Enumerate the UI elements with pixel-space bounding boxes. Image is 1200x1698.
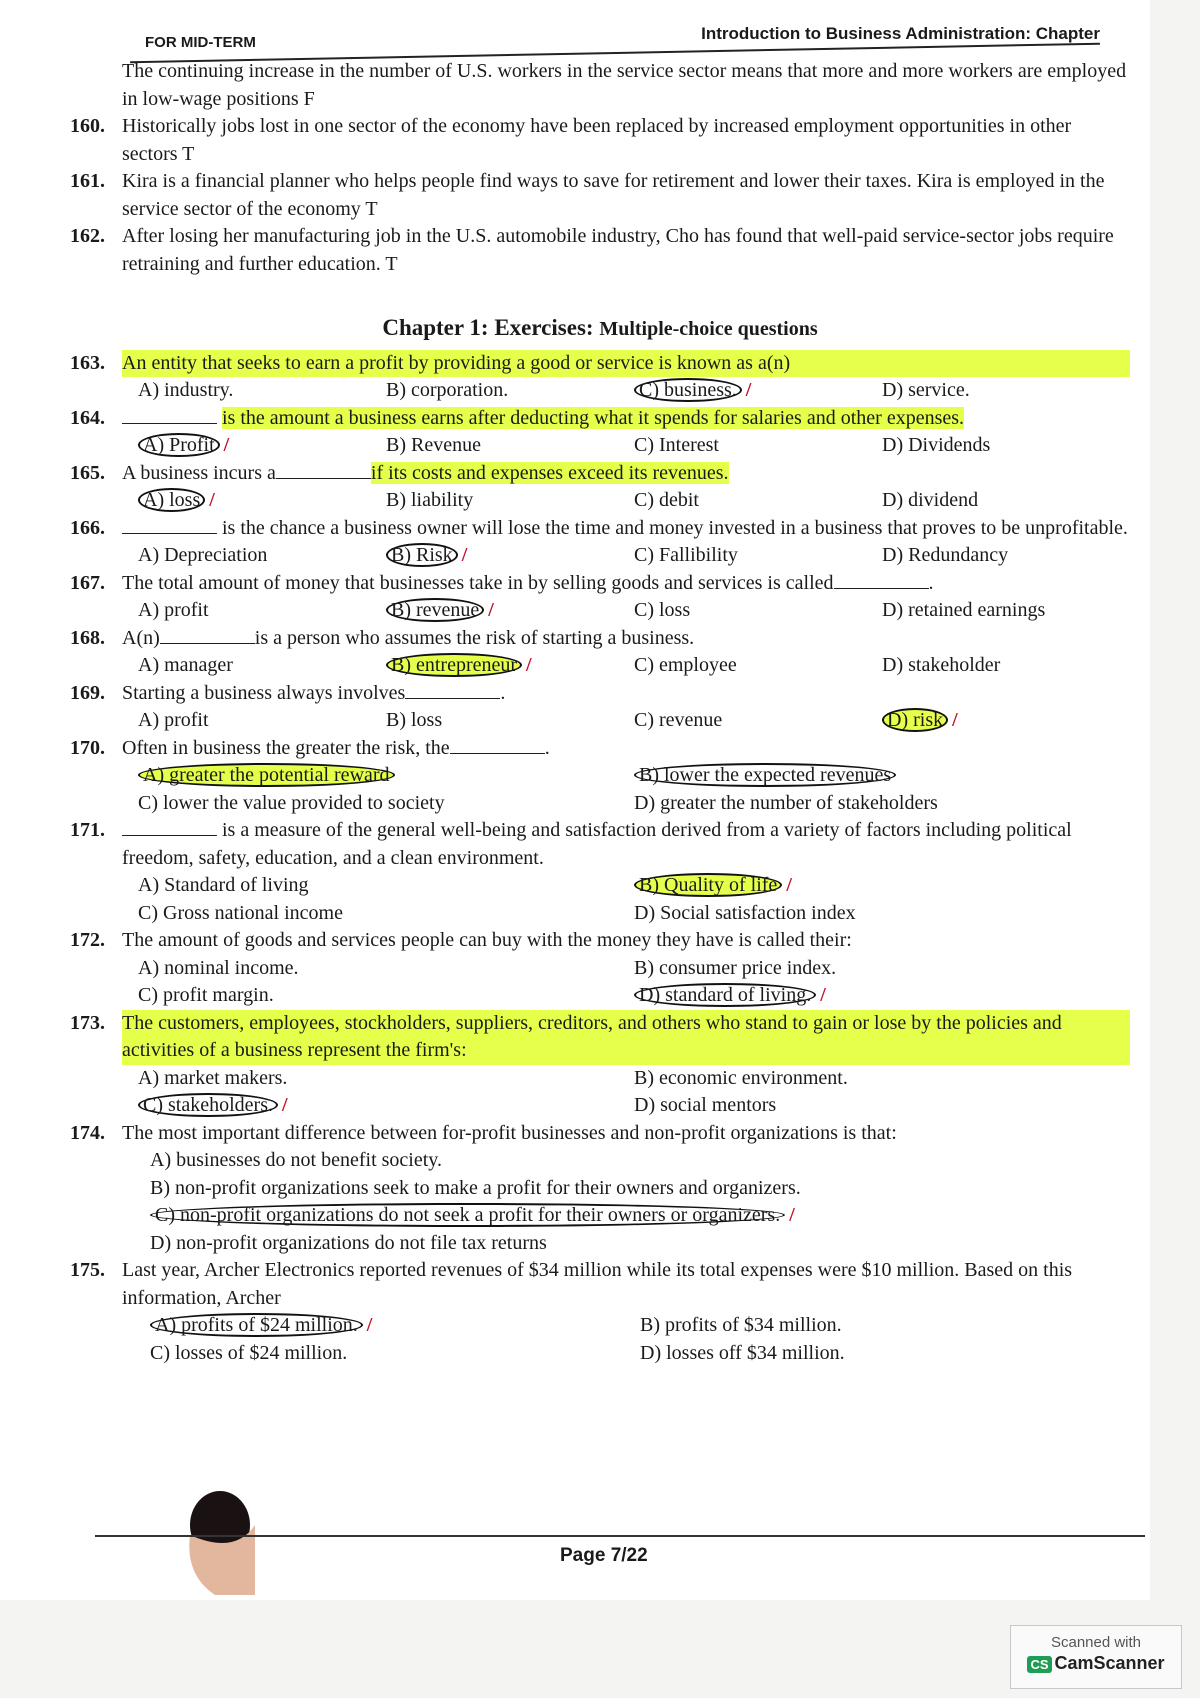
option-b: B) profits of $34 million.: [640, 1314, 842, 1336]
question-text: Often in business the greater the risk, the: [122, 736, 450, 759]
question-165: 165. A business incurs a if its costs and expenses exceed its revenues.: [70, 461, 729, 484]
options-175: [70, 1312, 1130, 1367]
options-167: [70, 597, 1130, 625]
check-mark-icon: /: [366, 1314, 373, 1336]
option-b: B) economic environment.: [634, 1066, 848, 1089]
answer-blank: [450, 735, 545, 754]
option-a: A) Depreciation: [138, 544, 268, 566]
answer-blank: [122, 405, 217, 424]
check-mark-icon: /: [745, 379, 752, 401]
question-163: 163. An entity that seeks to earn a profit by providing a good or service is known as a(n): [70, 350, 1130, 378]
option-d: D) stakeholder: [882, 654, 1001, 676]
question-text-start: A(n): [122, 626, 160, 649]
page-content: [70, 58, 1130, 1367]
page-number: Page 7/22: [560, 1545, 648, 1566]
list-item: [70, 58, 1130, 113]
question-text-start: A business incurs a: [122, 461, 276, 484]
check-mark-icon: /: [488, 599, 494, 621]
question-172: 172. The amount of goods and services people can buy with the money they have is called their:: [70, 927, 1130, 955]
options-163: [70, 377, 1130, 405]
option-d: D) Dividends: [882, 434, 991, 456]
question-text: Last year, Archer Electronics reported revenues of $34 million while its total expenses were $10 million. Based on this information, Archer: [122, 1259, 1073, 1309]
option-d: D) greater the number of stakeholders: [634, 791, 938, 814]
options-171: [70, 872, 1130, 927]
check-mark-icon: /: [526, 654, 532, 676]
answer-blank: [122, 515, 217, 534]
answer-blank: [122, 817, 217, 836]
option-b: B) non-profit organizations seek to make a profit for their owners and organizers.: [150, 1176, 801, 1199]
options-170: [70, 762, 1130, 817]
list-item: 160. Historically jobs lost in one sector of the economy have been replaced by increased employment opportunities in other sectors T: [70, 113, 1130, 168]
item-text: Kira is a financial planner who helps people find ways to save for retirement and lower their taxes. Kira is employed in the service sector of the economy T: [122, 170, 1105, 220]
option-a: A) Standard of living: [138, 874, 309, 896]
option-c: C) profit margin.: [138, 984, 274, 1006]
chapter-title: Chapter 1: Exercises:: [382, 315, 594, 340]
option-a-selected: A) greater the potential reward: [138, 762, 634, 790]
option-c-selected: C) business. /: [634, 377, 882, 405]
watermark-line1: Scanned with: [1050, 1634, 1142, 1651]
option-a: A) industry.: [138, 379, 234, 401]
item-text: Historically jobs lost in one sector of the economy have been replaced by increased employment opportunities in other sectors T: [122, 115, 1072, 165]
option-c: C) Interest: [634, 434, 719, 456]
option-a: A) profit: [138, 599, 209, 621]
option-d: D) losses off $34 million.: [640, 1341, 845, 1364]
chapter-subtitle: Multiple-choice questions: [599, 318, 818, 340]
option-d: D) non-profit organizations do not file tax returns: [150, 1231, 547, 1254]
options-168: [70, 652, 1130, 680]
page-header: [130, 18, 1100, 54]
question-text: The most important difference between for-profit businesses and non-profit organizations is that:: [122, 1121, 897, 1144]
answer-blank: [405, 680, 500, 699]
option-b-selected: B) entrepreneur /: [386, 652, 634, 680]
option-d: D) social mentors: [634, 1094, 777, 1116]
check-mark-icon: /: [209, 489, 215, 511]
list-item: 161. Kira is a financial planner who helps people find ways to save for retirement and lower their taxes. Kira is employed in the service sector of the economy T: [70, 168, 1130, 223]
option-b: B) consumer price index.: [634, 956, 837, 979]
check-mark-icon: /: [461, 544, 468, 566]
item-text: After losing her manufacturing job in the U.S. automobile industry, Cho has found that well-paid service-sector jobs require retraining and further education. T: [122, 225, 1114, 275]
question-171: 171. is a measure of the general well-being and satisfaction derived from a variety of factors including political freedom, safety, education, and a clean environment.: [70, 819, 1072, 869]
option-a: A) manager: [138, 654, 233, 676]
footer-rule: [95, 1535, 1145, 1537]
question-text-end: if its costs and expenses exceed its revenues.: [370, 461, 729, 484]
option-b-selected: B) Quality of life /: [634, 872, 1130, 900]
watermark-line2: CamScanner: [1054, 1653, 1165, 1673]
question-text: The amount of goods and services people can buy with the money they have is called their:: [122, 929, 852, 951]
option-d: D) dividend: [882, 489, 979, 511]
option-c: C) Gross national income: [138, 901, 343, 924]
question-175: 175. Last year, Archer Electronics reported revenues of $34 million while its total expenses were $10 million. Based on this information, Archer: [70, 1257, 1130, 1312]
header-left: FOR MID-TERM: [145, 34, 256, 51]
question-167: 167. The total amount of money that businesses take in by selling goods and services is called .: [70, 571, 934, 594]
camscanner-watermark: [1010, 1625, 1182, 1689]
option-d: D) Redundancy: [882, 544, 1009, 566]
check-mark-icon: /: [789, 1204, 795, 1226]
question-text: Starting a business always involves: [122, 681, 406, 704]
option-a: A) nominal income.: [138, 956, 299, 979]
option-d: D) Social satisfaction index: [634, 901, 856, 924]
check-mark-icon: /: [223, 434, 230, 456]
question-168: 168. A(n) is a person who assumes the risk of starting a business.: [70, 626, 695, 649]
options-173: [70, 1065, 1130, 1120]
option-b-selected: B) revenue /: [386, 597, 634, 625]
question-text: is a measure of the general well-being and satisfaction derived from a variety of factors including political freedom, safety, education, and a clean environment.: [122, 819, 1072, 869]
check-mark-icon: /: [786, 874, 792, 896]
header-right: Introduction to Business Administration: Chapter: [701, 24, 1100, 43]
answer-blank: [276, 460, 371, 479]
answer-blank: [834, 570, 929, 589]
option-c: C) loss: [634, 599, 691, 621]
option-b: B) corporation.: [386, 379, 509, 401]
option-b: B) lower the expected revenues: [634, 762, 1130, 790]
check-mark-icon: /: [281, 1094, 288, 1116]
options-174: [70, 1147, 1130, 1257]
question-174: 174. The most important difference between for-profit businesses and non-profit organizations is that:: [70, 1120, 1130, 1148]
option-c-selected: C) non-profit organizations do not seek a profit for their owners or organizers. /: [150, 1202, 1130, 1230]
option-a-selected: A) loss /: [138, 487, 386, 515]
option-c: C) debit: [634, 489, 699, 511]
options-164: [70, 432, 1130, 460]
option-d-selected: D) standard of living. /: [634, 982, 1130, 1010]
question-text: is the chance a business owner will lose the time and money invested in a business that proves to be unprofitable.: [222, 516, 1128, 539]
question-170: 170. Often in business the greater the risk, the .: [70, 736, 550, 759]
option-b: B) liability: [386, 489, 474, 511]
option-b-selected: B) Risk /: [386, 542, 634, 570]
options-166: [70, 542, 1130, 570]
answer-blank: [160, 625, 255, 644]
fingertip-image: [165, 1485, 255, 1595]
option-b: B) Revenue: [386, 434, 481, 456]
question-text: The customers, employees, stockholders, suppliers, creditors, and others who stand to gain or lose by the policies and activities of a business represent the firm's:: [122, 1010, 1130, 1065]
option-d: D) retained earnings: [882, 599, 1046, 621]
option-c: C) revenue: [634, 709, 723, 731]
option-c: C) lower the value provided to society: [138, 791, 445, 814]
question-173: 173. The customers, employees, stockholders, suppliers, creditors, and others who stand to gain or lose by the policies and activities of a business represent the firm's:: [70, 1010, 1130, 1065]
item-text: The continuing increase in the number of U.S. workers in the service sector means that more and more workers are employed in low-wage positions F: [122, 60, 1127, 110]
option-a-selected: A) profits of $24 million. /: [150, 1312, 640, 1340]
options-172: [70, 955, 1130, 1010]
option-a: A) market makers.: [138, 1066, 288, 1089]
check-mark-icon: /: [820, 984, 826, 1006]
question-text-end: is a person who assumes the risk of starting a business.: [254, 626, 695, 649]
option-c: C) Fallibility: [634, 544, 738, 566]
option-a: A) businesses do not benefit society.: [150, 1149, 442, 1171]
question-text: An entity that seeks to earn a profit by providing a good or service is known as a(n): [122, 350, 1130, 378]
options-165: [70, 487, 1130, 515]
option-b: B) loss: [386, 709, 443, 731]
chapter-heading: [70, 314, 1130, 344]
options-169: [70, 707, 1130, 735]
option-a: A) profit: [138, 709, 209, 731]
question-169: 169. Starting a business always involves .: [70, 681, 506, 704]
option-c-selected: C) stakeholders. /: [138, 1092, 634, 1120]
option-d-selected: D) risk /: [882, 707, 1130, 735]
option-a-selected: A) Profit /: [138, 432, 386, 460]
question-text: is the amount a business earns after deducting what it spends for salaries and other expenses.: [222, 406, 965, 429]
question-164: 164. is the amount a business earns after deducting what it spends for salaries and other expenses.: [70, 406, 965, 429]
camscanner-logo-icon: CS: [1027, 1656, 1051, 1673]
question-text: The total amount of money that businesses take in by selling goods and services is called: [122, 571, 834, 594]
option-d: D) service.: [882, 379, 970, 401]
question-166: 166. is the chance a business owner will lose the time and money invested in a business that proves to be unprofitable.: [70, 516, 1128, 539]
option-c: C) losses of $24 million.: [150, 1341, 348, 1364]
check-mark-icon: /: [952, 709, 958, 731]
list-item: 162. After losing her manufacturing job in the U.S. automobile industry, Cho has found that well-paid service-sector jobs require retraining and further education. T: [70, 223, 1130, 278]
option-c: C) employee: [634, 654, 737, 676]
